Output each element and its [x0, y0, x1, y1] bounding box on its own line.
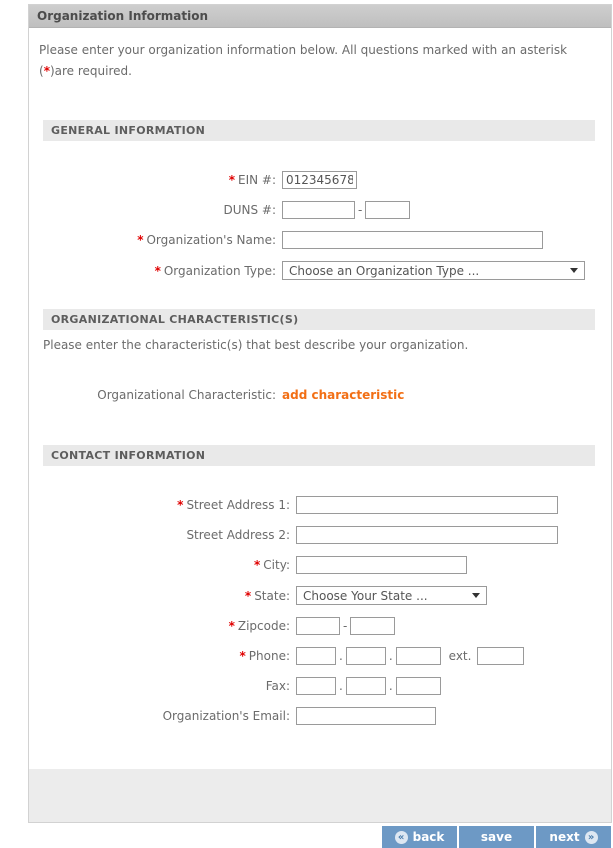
- fax-row: [29, 677, 611, 695]
- save-button[interactable]: [459, 826, 534, 848]
- chevron-down-icon: [472, 593, 480, 598]
- duns-label: DUNS #:: [223, 203, 276, 217]
- required-marker: *: [177, 498, 184, 512]
- contact-fields: [29, 496, 611, 725]
- street-address-2-input[interactable]: [296, 526, 558, 544]
- organization-type-select[interactable]: [282, 261, 585, 280]
- organization-email-row: [29, 707, 611, 725]
- page-title: Organization Information: [29, 5, 611, 28]
- phone-input-3[interactable]: [396, 647, 441, 665]
- phone-row: [29, 647, 611, 665]
- save-button-label: save: [480, 830, 513, 844]
- phone-ext-input[interactable]: [477, 647, 524, 665]
- zipcode-input-1[interactable]: [296, 617, 340, 635]
- duns-row: [29, 201, 611, 219]
- state-select[interactable]: [296, 586, 487, 605]
- organization-email-label: Organization's Email:: [162, 709, 290, 723]
- characteristic-row: [29, 388, 611, 402]
- phone-input-1[interactable]: [296, 647, 336, 665]
- footer-band: [29, 769, 611, 822]
- dot-separator: .: [339, 679, 343, 693]
- back-button-label: back: [412, 830, 445, 844]
- state-label: * State:: [244, 588, 290, 603]
- fax-label: Fax:: [265, 679, 290, 693]
- intro-text: [39, 40, 591, 82]
- duns-input-1[interactable]: [282, 201, 355, 219]
- dash-separator: -: [358, 203, 363, 217]
- required-marker: *: [154, 263, 161, 278]
- street-address-2-row: [29, 526, 611, 544]
- zipcode-input-2[interactable]: [350, 617, 395, 635]
- street-address-1-row: [29, 496, 611, 514]
- city-input[interactable]: [296, 556, 467, 574]
- section-heading-contact: CONTACT INFORMATION: [43, 445, 595, 466]
- required-marker: *: [137, 233, 144, 247]
- section-heading-characteristics: ORGANIZATIONAL CHARACTERISTIC(S): [43, 309, 595, 330]
- ein-row: [29, 171, 611, 189]
- organization-name-row: [29, 231, 611, 249]
- ein-label: * EIN #:: [228, 173, 276, 187]
- required-marker: *: [228, 619, 235, 633]
- zipcode-label: * Zipcode:: [228, 619, 290, 633]
- dot-separator: .: [339, 649, 343, 663]
- state-selected-value: Choose Your State ...: [303, 588, 428, 603]
- next-button-label: next: [549, 830, 580, 844]
- organization-type-label: * Organization Type:: [154, 263, 276, 278]
- intro-text-before: Please enter your organization information below. All questions marked with an asterisk (: [39, 43, 568, 78]
- street-address-1-label: * Street Address 1:: [177, 498, 290, 512]
- page-container: [28, 4, 612, 823]
- state-row: [29, 586, 611, 605]
- phone-label: * Phone:: [239, 649, 290, 663]
- fax-input-3[interactable]: [396, 677, 441, 695]
- duns-input-2[interactable]: [365, 201, 410, 219]
- back-button[interactable]: [382, 826, 457, 848]
- next-button[interactable]: [536, 826, 611, 848]
- ext-label: ext.: [448, 649, 472, 663]
- organization-type-selected-value: Choose an Organization Type ...: [289, 263, 480, 278]
- organization-type-row: [29, 261, 611, 280]
- form-content: [29, 28, 611, 769]
- organization-name-input[interactable]: [282, 231, 543, 249]
- navigation-buttons: [0, 826, 611, 848]
- dot-separator: .: [388, 649, 393, 663]
- next-arrow-icon: »: [585, 831, 598, 844]
- zipcode-row: [29, 617, 611, 635]
- ein-input[interactable]: [282, 171, 357, 189]
- fax-input-1[interactable]: [296, 677, 336, 695]
- phone-input-2[interactable]: [346, 647, 386, 665]
- required-marker: *: [244, 588, 252, 603]
- city-label: * City:: [254, 558, 290, 572]
- street-address-2-label: Street Address 2:: [186, 528, 290, 542]
- characteristic-label: Organizational Characteristic:: [97, 388, 276, 402]
- characteristics-intro: Please enter the characteristic(s) that best describe your organization.: [43, 338, 469, 352]
- dot-separator: .: [388, 679, 393, 693]
- chevron-down-icon: [570, 268, 578, 273]
- organization-name-label: * Organization's Name:: [137, 233, 276, 247]
- organization-email-input[interactable]: [296, 707, 436, 725]
- city-row: [29, 556, 611, 574]
- required-marker: *: [43, 64, 50, 78]
- intro-text-after: )are required.: [49, 64, 132, 78]
- street-address-1-input[interactable]: [296, 496, 558, 514]
- required-marker: *: [239, 649, 246, 663]
- required-marker: *: [228, 173, 235, 187]
- fax-input-2[interactable]: [346, 677, 386, 695]
- section-heading-general: GENERAL INFORMATION: [43, 120, 595, 141]
- required-marker: *: [254, 558, 261, 572]
- dash-separator: -: [343, 619, 348, 633]
- back-arrow-icon: «: [395, 831, 408, 844]
- add-characteristic-link[interactable]: add characteristic: [282, 388, 405, 402]
